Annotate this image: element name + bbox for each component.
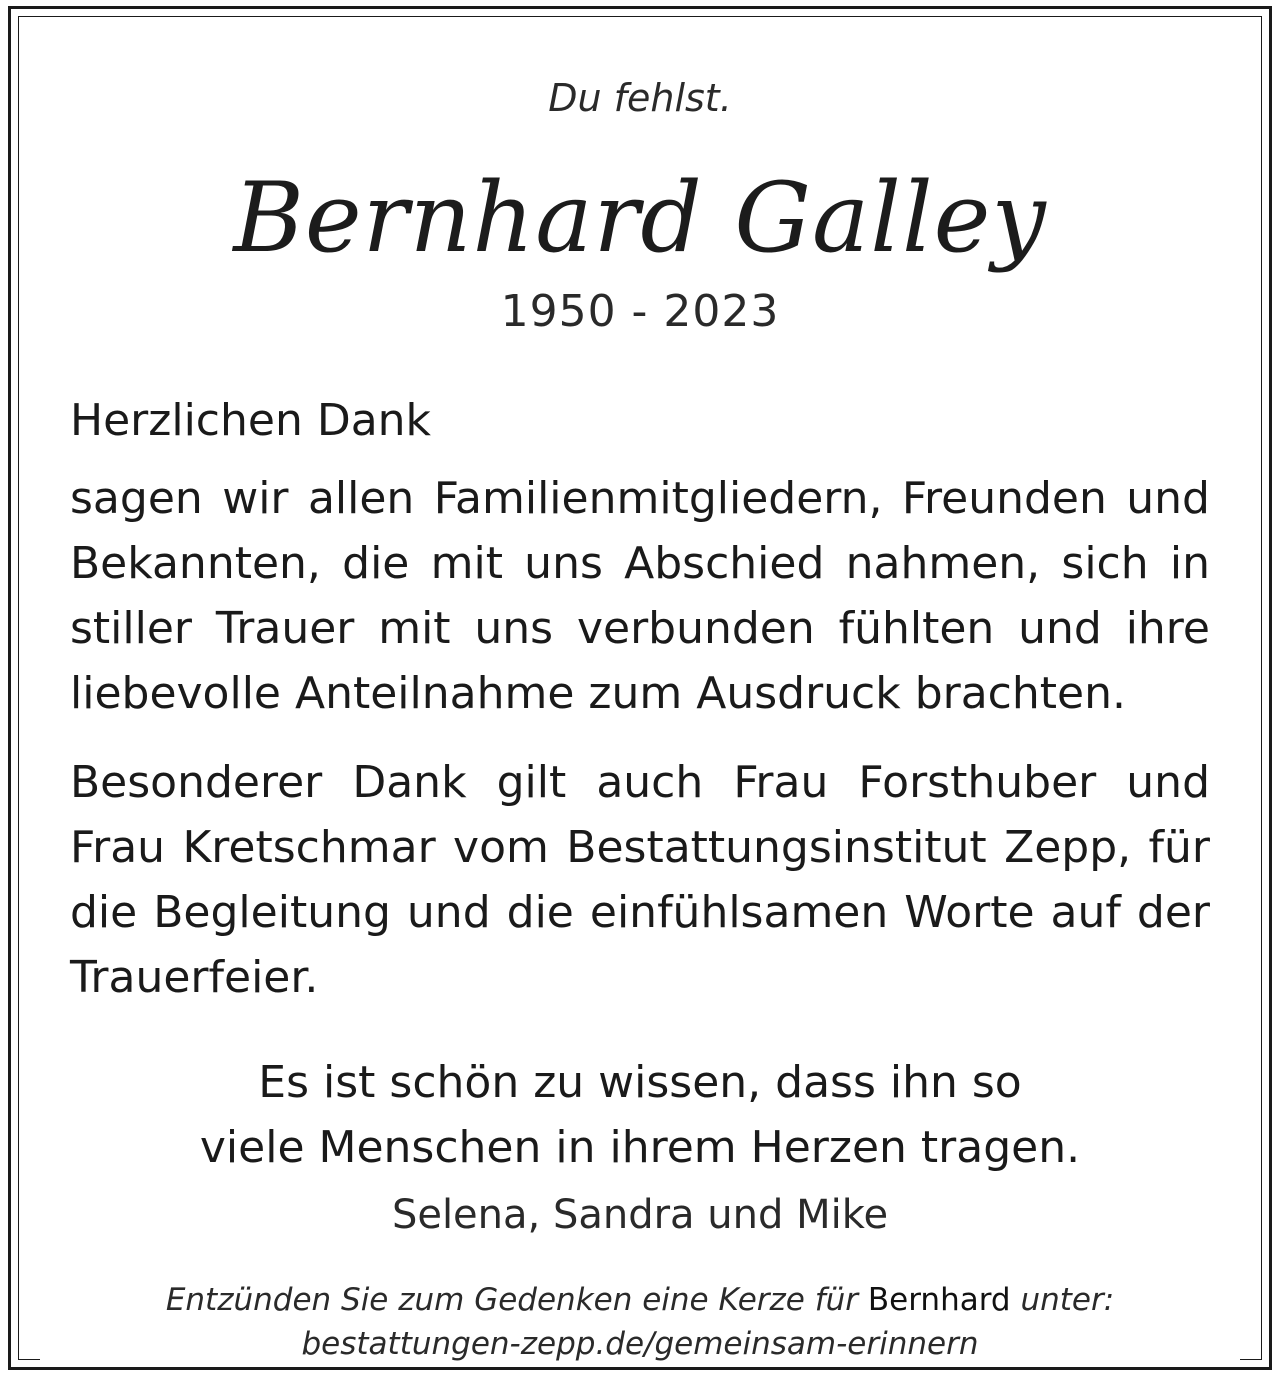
thanks-heading: Herzlichen Dank xyxy=(70,395,432,446)
quote-line-2: viele Menschen in ihrem Herzen tragen. xyxy=(199,1122,1081,1173)
deceased-name: Bernhard Galley xyxy=(233,162,1047,274)
life-dates: 1950 - 2023 xyxy=(500,286,780,337)
footer-suffix: unter: xyxy=(1020,1282,1115,1318)
footer-line-1 xyxy=(0,1278,1280,1322)
signature: Selena, Sandra und Mike xyxy=(391,1192,889,1238)
quote-line-1: Es ist schön zu wissen, dass ihn so xyxy=(258,1057,1022,1108)
candle-footer xyxy=(0,1278,1280,1366)
footer-prefix: Entzünden Sie zum Gedenken eine Kerze für xyxy=(165,1282,859,1318)
closing-quote xyxy=(0,1050,1280,1180)
footer-name: Bernhard xyxy=(867,1282,1011,1318)
thanks-paragraph: sagen wir allen Familienmitgliedern, Freunden und Bekannten, die mit uns Abschied nahmen, sich in stiller Trauer mit uns verbunden fühlten und ihre liebevolle Anteilnahme zum Ausdruck brachten. xyxy=(70,473,1210,719)
motto: Du fehlst. xyxy=(548,76,732,120)
special-thanks-paragraph: Besonderer Dank gilt auch Frau Forsthuber und Frau Kretschmar vom Bestattungsinstitut Zepp, für die Begleitung und die einfühlsamen Worte auf der Trauerfeier. xyxy=(70,757,1210,1003)
footer-url[interactable]: bestattungen-zepp.de/gemeinsam-erinnern xyxy=(301,1326,979,1362)
